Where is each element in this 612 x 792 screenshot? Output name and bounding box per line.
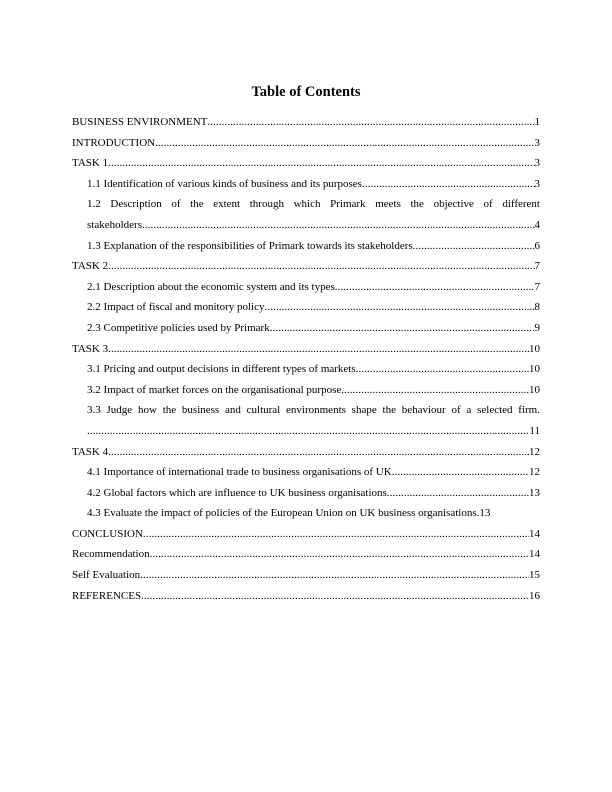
toc-entry-label-line1: 1.2 Description of the extent through which Primark meets the objective of different — [87, 198, 540, 211]
toc-entry-label: 1.3 Explanation of the responsibilities of Primark towards its stakeholders — [87, 239, 413, 252]
toc-entry-4-2[interactable] — [72, 483, 540, 504]
toc-entry-2-3[interactable] — [72, 318, 540, 339]
toc-entry-label: TASK 1 — [72, 157, 109, 170]
toc-entry-page: 13 — [479, 507, 491, 520]
toc-leader-dots — [108, 153, 534, 174]
toc-entry-page: 12 — [529, 466, 540, 479]
toc-leader-dots — [108, 339, 529, 360]
toc-entry-business-environment[interactable] — [72, 112, 540, 133]
toc-entry-page: 16 — [529, 589, 540, 602]
toc-entry-3-1[interactable] — [72, 359, 540, 380]
toc-entry-label: REFERENCES — [72, 589, 142, 602]
toc-entry-2-2[interactable] — [72, 297, 540, 318]
toc-entry-page: 3 — [534, 177, 540, 190]
toc-entry-1-1[interactable] — [72, 174, 540, 195]
toc-entry-1-3[interactable] — [72, 236, 540, 257]
toc-entry-label: 2.2 Impact of fiscal and monitory policy — [87, 301, 265, 314]
toc-entry-page: 14 — [529, 548, 540, 561]
toc-leader-dots — [142, 215, 535, 236]
toc-leader-dots — [108, 442, 529, 463]
toc-entry-label-line1: 3.3 Judge how the business and cultural environments shape the behaviour of a selected firm. — [87, 404, 540, 417]
toc-entry-label-line2: stakeholders — [87, 218, 142, 231]
toc-entry-label: 1.1 Identification of various kinds of business and its purposes — [87, 177, 362, 190]
toc-entry-task-1[interactable] — [72, 153, 540, 174]
toc-entry-label: 4.3 Evaluate the impact of policies of the European Union on UK business organisations. — [87, 507, 480, 520]
toc-leader-dots — [140, 565, 529, 586]
toc-entry-label: 3.1 Pricing and output decisions in different types of markets — [87, 363, 356, 376]
toc-leader-dots — [87, 421, 529, 442]
toc-entry-label: 4.1 Importance of international trade to business organisations of UK — [87, 466, 392, 479]
toc-entry-page: 9 — [534, 321, 540, 334]
toc-entry-page: 7 — [534, 260, 540, 273]
toc-leader-dots — [392, 462, 529, 483]
toc-entry-self-evaluation[interactable] — [72, 565, 540, 586]
toc-entry-1-2[interactable] — [72, 194, 540, 235]
toc-entry-page: 13 — [529, 486, 540, 499]
toc-leader-dots — [270, 318, 535, 339]
toc-leader-dots — [141, 586, 529, 607]
toc-entry-2-1[interactable] — [72, 277, 540, 298]
toc-entry-label: 3.2 Impact of market forces on the organisational purpose. — [87, 383, 344, 396]
toc-entry-page: 10 — [529, 342, 540, 355]
toc-entry-page: 11 — [529, 424, 540, 437]
toc-leader-dots — [150, 544, 529, 565]
toc-entry-task-2[interactable] — [72, 256, 540, 277]
toc-leader-dots — [335, 277, 535, 298]
toc-entry-3-3[interactable] — [72, 400, 540, 441]
toc-title: Table of Contents — [251, 84, 361, 100]
toc-entry-label: TASK 3 — [72, 342, 109, 355]
toc-entry-page: 8 — [534, 301, 540, 314]
toc-entry-page: 6 — [534, 239, 540, 252]
toc-leader-dots — [362, 174, 535, 195]
toc-entry-recommendation[interactable] — [72, 544, 540, 565]
toc-entry-page: 10 — [529, 383, 540, 396]
toc-entry-page: 10 — [529, 363, 540, 376]
toc-entry-page: 1 — [534, 116, 540, 128]
toc-entry-task-3[interactable] — [72, 339, 540, 360]
toc-entry-4-1[interactable] — [72, 462, 540, 483]
toc-entry-label: 2.3 Competitive policies used by Primark — [87, 321, 270, 334]
toc-entry-label: BUSINESS ENVIRONMENT — [72, 116, 208, 128]
toc-leader-dots — [356, 359, 529, 380]
toc-entry-label: INTRODUCTION — [72, 136, 156, 149]
toc-entry-page: 4 — [534, 218, 540, 231]
toc-entry-label: TASK 2 — [72, 260, 109, 273]
toc-leader-dots — [387, 483, 529, 504]
toc-leader-dots — [108, 256, 534, 277]
toc-leader-dots — [207, 112, 534, 133]
toc-entry-label: TASK 4 — [72, 445, 109, 458]
toc-entry-page: 7 — [534, 280, 540, 293]
toc-entry-conclusion[interactable] — [72, 524, 540, 545]
table-of-contents — [72, 112, 540, 606]
toc-entry-page: 14 — [529, 527, 540, 540]
toc-entry-label: Recommendation — [72, 548, 150, 561]
toc-entry-references[interactable] — [72, 586, 540, 607]
toc-entry-label: Self Evaluation — [72, 569, 141, 582]
toc-leader-dots — [344, 380, 529, 401]
toc-leader-dots — [413, 236, 535, 257]
toc-entry-page: 12 — [529, 445, 540, 458]
toc-entry-label: CONCLUSION — [72, 527, 143, 540]
toc-entry-introduction[interactable] — [72, 133, 540, 154]
toc-leader-dots — [264, 297, 534, 318]
toc-leader-dots — [155, 133, 534, 154]
toc-entry-label: 4.2 Global factors which are influence to UK business organisations — [87, 486, 387, 499]
toc-entry-label: 2.1 Description about the economic system and its types — [87, 280, 335, 293]
toc-entry-task-4[interactable] — [72, 442, 540, 463]
toc-entry-page: 15 — [529, 569, 540, 582]
toc-entry-page: 3 — [534, 136, 540, 149]
toc-entry-4-3[interactable] — [72, 503, 540, 524]
toc-leader-dots — [143, 524, 529, 545]
toc-entry-page: 3 — [534, 157, 540, 170]
toc-entry-3-2[interactable] — [72, 380, 540, 401]
